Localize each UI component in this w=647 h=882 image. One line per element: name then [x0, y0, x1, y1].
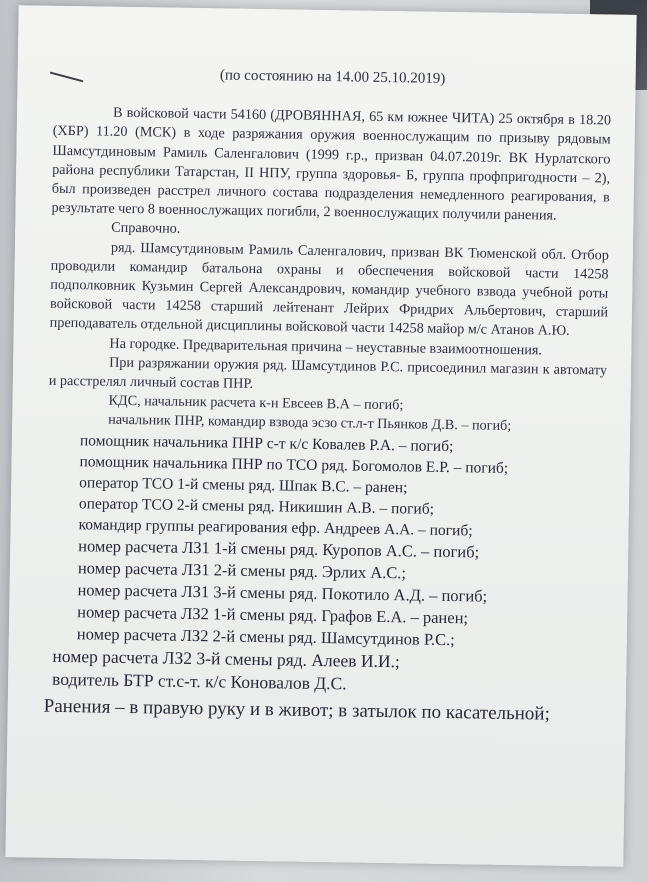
- reference-paragraph: ряд. Шамсутдиновым Рамиль Саленгалович, призван ВК Тюменской обл. Отбор проводили командир батальона охраны и обеспечения войсковой части 14258 подполковник Кузьмин Сергей Александрович, командир учебного взвода учебной роты войсковой части 14258 старший лейтенант Лейрих Фридрих Альбертович, старший преподаватель отдельной дисциплины войсковой части 14258 майор м/с Атанов А.Ю.: [49, 239, 610, 340]
- document-header: (по состоянию на 14.00 25.10.2019): [219, 67, 446, 87]
- casualty-list-item: оператор ТСО 2-й смены ряд. Никишин А.В. – погиб;: [78, 494, 435, 518]
- document-body: [44, 64, 612, 727]
- injuries-line: Ранения – в правую руку и в живот; в затылок по касательной;: [43, 695, 551, 725]
- casualty-line: начальник ПНР, командир взвода эсзо ст.л-т Пьянков Д.В. – погиб;: [108, 412, 512, 435]
- cause-paragraph: На городке. Предварительная причина – неуставные взаимоотношения.: [109, 335, 543, 359]
- casualty-list-item: номер расчета ЛЗ2 1-й смены ряд. Графов Е.А. – ранен;: [77, 601, 469, 627]
- paper-sheet: [5, 5, 636, 867]
- casualty-list-item: номер расчета ЛЗ2 2-й смены ряд. Шамсутдинов Р.С.;: [76, 623, 456, 649]
- action-paragraph: При разряжании оружия ряд. Шамсутдинов Р.С. присоединил магазин к автомату и расстрелял личный состав ПНР.: [48, 354, 608, 392]
- casualty-list-item: помощник начальника ПНР с-т к/с Ковалев Р.А. – погиб;: [79, 431, 454, 455]
- casualty-list-item: помощник начальника ПНР по ТСО ряд. Богомолов Е.Р. – погиб;: [79, 452, 509, 477]
- reference-label: Справочно.: [111, 220, 181, 238]
- casualty-list-item: номер расчета ЛЗ1 3-й смены ряд. Покотило А.Д. – погиб;: [77, 579, 488, 606]
- casualty-list-item: номер расчета ЛЗ1 1-й смены ряд. Куропов А.С. – погиб;: [78, 535, 480, 562]
- casualty-line: КДС, начальник расчета к-н Евсеев В.А – погиб;: [108, 392, 404, 414]
- casualty-list-item: номер расчета ЛЗ1 2-й смены ряд. Эрлих А.С.;: [77, 557, 407, 583]
- incident-paragraph: В войсковой части 54160 (ДРОВЯННАЯ, 65 км южнее ЧИТА) 25 октября в 18.20 (ХБР) 11.20 (МСК) в ходе разряжания оружия военнослужащим по призыву рядовым Шамсутдиновым Рамиль Саленгалович (1999 г.р., призван 04.07.2019г. ВК Нурлатского района республики Татарстан, II НПУ, группа здоровья- Б, группа профпригодности – 2), был произведен расстрел личного состава подразделения немедленного реагирования, в результате чего 8 военнослужащих погибли, 2 военнослужащих получили ранения.: [51, 104, 612, 224]
- casualty-list-item: номер расчета ЛЗ2 3-й смены ряд. Алеев И.И.;: [52, 645, 400, 671]
- casualty-list-item: водитель БТР ст.с-т. к/с Коновалов Д.С.: [52, 668, 347, 694]
- casualty-list-item: командир группы реагирования ефр. Андреев А.А. – погиб;: [78, 515, 473, 540]
- casualty-list-item: оператор ТСО 1-й смены ряд. Шпак В.С. – ранен;: [79, 473, 408, 497]
